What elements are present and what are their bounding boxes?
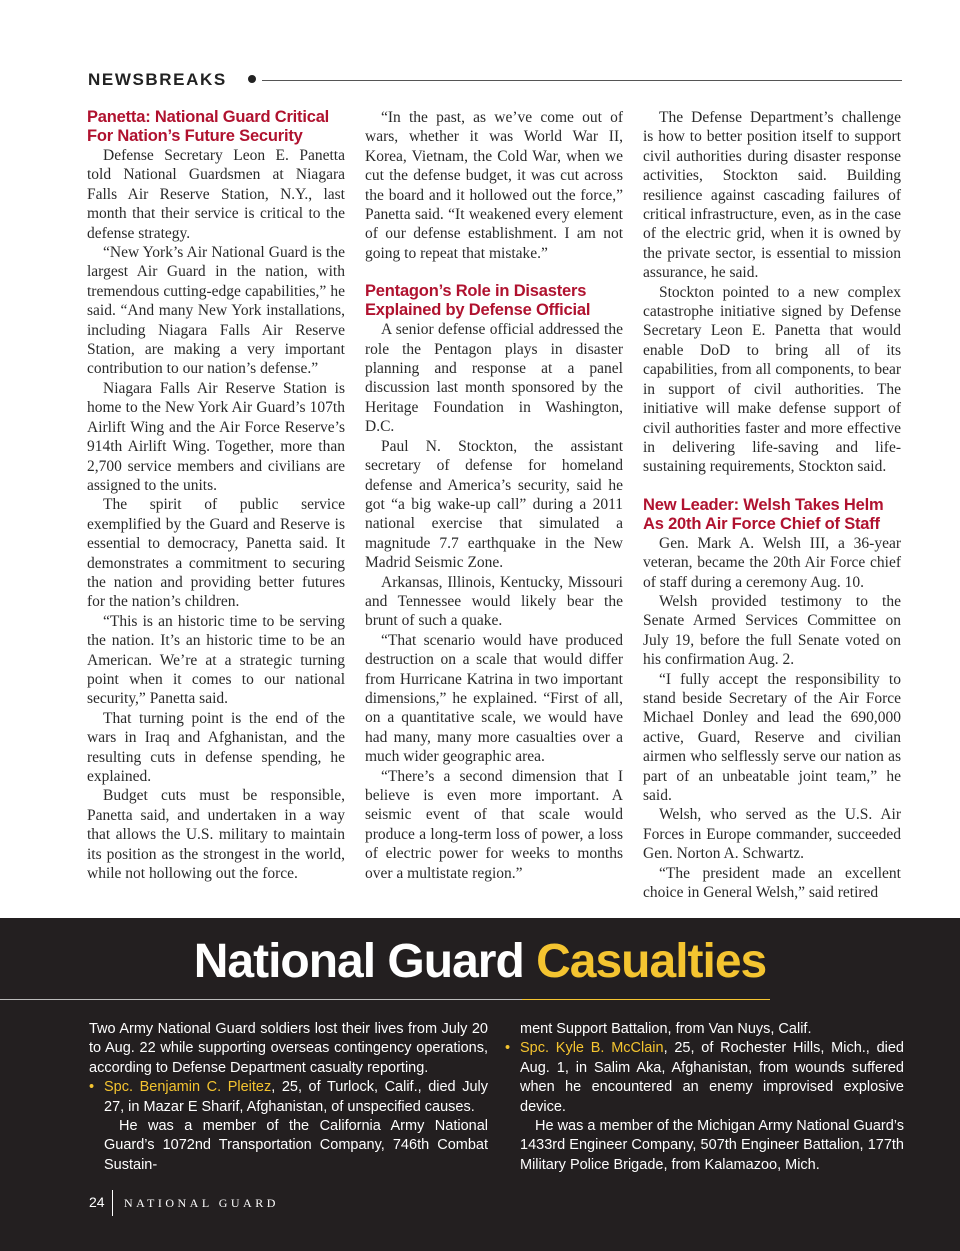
article-paragraph: Gen. Mark A. Welsh III, a 36-year veteran, became the 20th Air Force chief of staff during a ceremony Aug. 10.	[643, 534, 901, 591]
article-paragraph: “There’s a second dimension that I believe is even more important. A seismic event of that scale would produce a long-term loss of power, a loss of electric power for weeks to months over a multistate region.”	[365, 767, 623, 882]
bullet-dot-icon	[248, 75, 256, 83]
column-1	[87, 108, 345, 883]
article-paragraph: Defense Secretary Leon E. Panetta told National Guardsmen at Niagara Falls Air Reserve Station, N.Y., last month that their service is critical to the defense strategy.	[87, 147, 345, 242]
article-paragraph: Niagara Falls Air Reserve Station is home to the New York Air Guard’s 107th Airlift Wing and the Air Force Reserve’s 914th Airlift Wing. Together, more than 2,700 service members and civilians are assigned to the units.	[87, 379, 345, 494]
casualties-rule	[0, 999, 522, 1000]
article-paragraph: Budget cuts must be responsible, Panetta said, and undertaken in a way that allows the U.S. military to maintain its position as the strongest in the world, while not hollowing out the force.	[87, 787, 345, 883]
casualties-title	[0, 934, 960, 989]
magazine-name: NATIONAL GUARD	[124, 1196, 279, 1210]
article-paragraph: “In the past, as we’ve come out of wars, whether it was World War II, Korea, Vietnam, the Cold War, when we cut the defense budget, it was cut across the board and it hollowed out the force,” Panetta said. “It weakened every element of our defense establishment. I am not going to repeat that mistake.”	[365, 109, 623, 262]
article-paragraph: Stockton pointed to a new complex catastrophe initiative signed by Defense Secretary Leon E. Panetta that would enable DoD to bring all of its capabilities, from all components, to bear in support of civil authorities. The initiative will make defense support of civil authorities faster and more effective in delivering life-saving and life-sustaining requirements, Stockton said.	[643, 283, 901, 476]
casualty-unit: He was a member of the Michigan Army National Guard’s 1433rd Engineer Company, 507th Engineer Battalion, 177th Military Police Brigade, from Kalamazoo, Mich.	[520, 1118, 904, 1173]
article-paragraph: Welsh provided testimony to the Senate Armed Services Committee on July 19, before the full Senate voted on his confirmation Aug. 2.	[643, 592, 901, 669]
casualty-details: , 25, of Turlock, Calif., died July 27, in Mazar E Sharif, Afghanistan, of unspecified causes.	[104, 1079, 488, 1115]
article-paragraph: “The president made an excellent choice in General Welsh,” said retired	[643, 864, 901, 902]
article-paragraph: That turning point is the end of the wars in Iraq and Afghanistan, and the resulting cuts in defense spending, he explained.	[87, 709, 345, 785]
casualty-entry	[89, 1078, 488, 1117]
casualties-column-1	[89, 1020, 488, 1175]
article-headline: Pentagon’s Role in Disasters Explained by Defense Official	[365, 282, 591, 320]
footer-divider	[112, 1190, 113, 1216]
article-paragraph: “This is an historic time to be serving the nation. It’s an historic time to be an American. We’re at a strategic turning point when it comes to our national security,” Panetta said.	[87, 612, 345, 708]
section-label: NEWSBREAKS	[88, 70, 227, 89]
article-paragraph: Paul N. Stockton, the assistant secretary of defense for homeland defense and America’s security, said he got “a big wake-up call” during a 2011 national exercise that simulated a magnitude 7.7 earthquake in the New Madrid Seismic Zone.	[365, 437, 623, 572]
article-headline: New Leader: Welsh Takes Helm As 20th Air Force Chief of Staff	[643, 495, 884, 533]
article-paragraph: “I fully accept the responsibility to stand beside Secretary of the Air Force Michael Donley and lead the 690,000 active, Guard, Reserve and civilian airmen who selflessly serve our nation as part of an unbeatable joint team,” he said.	[643, 670, 901, 804]
casualty-name: Spc. Kyle B. McClain	[520, 1040, 664, 1057]
casualties-rule-accent	[522, 999, 770, 1000]
page-number: 24	[89, 1194, 105, 1210]
column-3	[643, 108, 901, 902]
article-paragraph: “New York’s Air National Guard is the largest Air Guard in the nation, with tremendous cutting-edge capabilities,” he said. “And many New York installations, including Niagara Falls Air Reserve Station, are making a very important contribution to our nation’s defense.”	[87, 244, 345, 378]
casualties-panel	[0, 918, 960, 1251]
casualty-unit-continued: ment Support Battalion, from Van Nuys, Calif.	[520, 1021, 812, 1037]
casualty-name: Spc. Benjamin C. Pleitez	[104, 1079, 272, 1096]
casualties-column-2	[505, 1020, 904, 1175]
article-paragraph: The Defense Department’s challenge is how to better position itself to support civil authorities during disaster response activities, Stockton said. Building resilience against cascading failures of critical infrastructure, even, as in the case of the electric grid, when it is owned by the private sector, is essential to mission assurance, he said.	[643, 109, 901, 282]
casualties-title-white: National Guard	[193, 935, 524, 988]
casualties-intro: Two Army National Guard soldiers lost their lives from July 20 to Aug. 22 while supporting overseas contingency operations, according to Defense Department casualty reporting.	[89, 1021, 488, 1076]
casualty-details: , 25, of Rochester Hills, Mich., died Aug. 1, in Salim Aka, Afghanistan, from wounds suffered when he encountered an enemy improvised explosive device.	[520, 1040, 904, 1115]
article-paragraph: “That scenario would have produced destruction on a scale that would differ from Hurricane Katrina in two important dimensions,” he explained. “First of all, on a quantitative scale, we would have had many, many more casualties over a much wider geographic area.	[365, 631, 623, 766]
header-rule	[262, 80, 902, 81]
column-2	[365, 108, 623, 883]
bullet-icon: •	[505, 1040, 511, 1057]
bullet-icon: •	[89, 1079, 95, 1096]
article-headline: Panetta: National Guard Critical For Nation’s Future Security	[87, 108, 330, 145]
casualty-unit: He was a member of the California Army National Guard’s 1072nd Transportation Company, 746th Combat Sustain-	[104, 1118, 488, 1173]
article-paragraph: Welsh, who served as the U.S. Air Forces in Europe commander, succeeded Gen. Norton A. Schwartz.	[643, 806, 901, 863]
article-paragraph: Arkansas, Illinois, Kentucky, Missouri and Tennessee would likely bear the brunt of such a quake.	[365, 573, 623, 630]
article-paragraph: The spirit of public service exemplified by the Guard and Reserve is essential to democracy, Panetta said. It demonstrates a commitment to securing the nation and providing better futures for the nation’s children.	[87, 496, 345, 611]
casualty-entry	[505, 1039, 904, 1117]
section-header	[88, 70, 902, 92]
casualties-title-yellow: Casualties	[536, 935, 767, 988]
article-paragraph: A senior defense official addressed the role the Pentagon plays in disaster planning and response at a panel discussion last month sponsored by the Heritage Foundation in Washington, D.C.	[365, 321, 623, 436]
